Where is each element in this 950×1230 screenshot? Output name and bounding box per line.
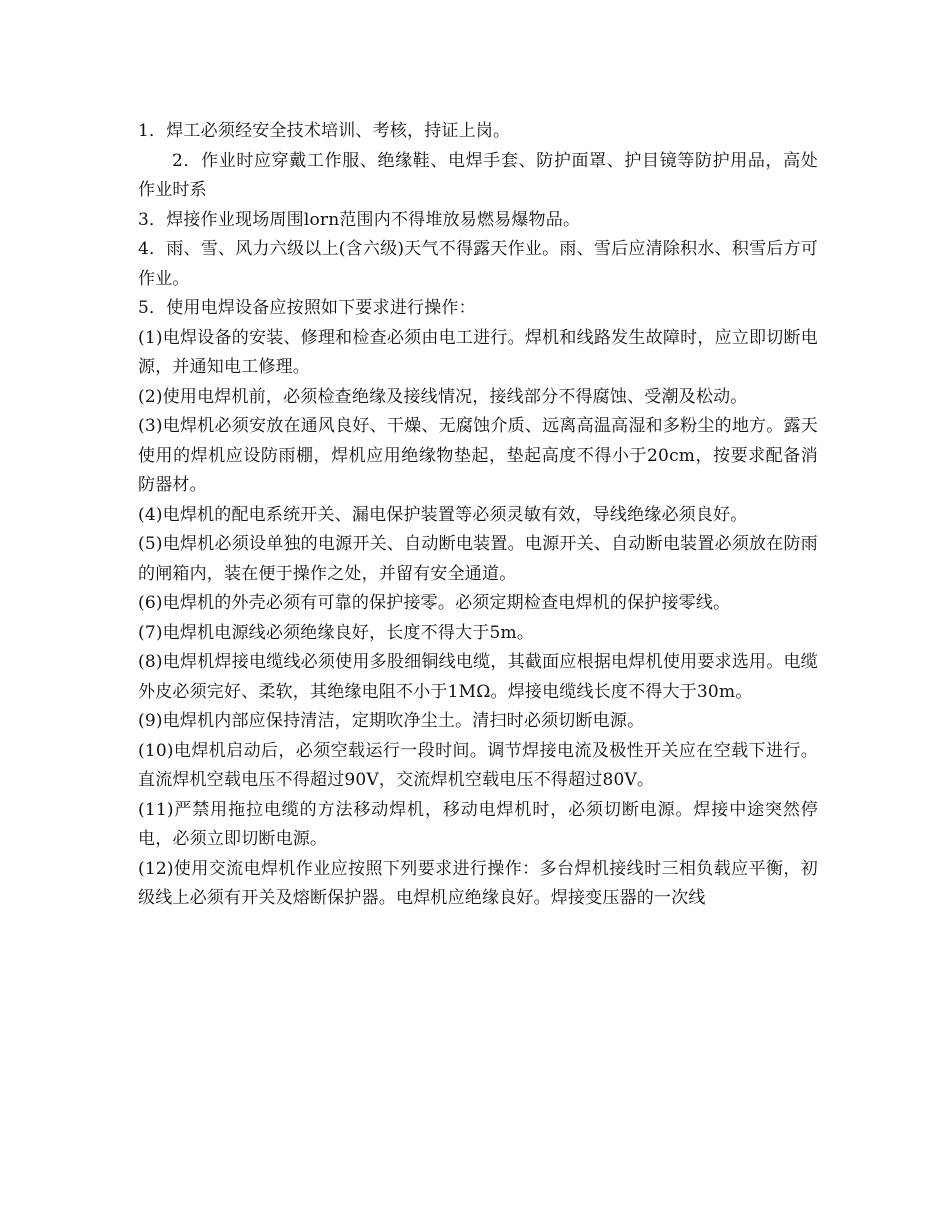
paragraph-3: 3．焊接作业现场周围lorn范围内不得堆放易燃易爆物品。: [138, 209, 581, 230]
paragraph-1: 1．焊工必须经安全技术培训、考核，持证上岗。: [138, 121, 511, 141]
paragraph-11: (6)电焊机的外壳必须有可靠的保护接零。必须定期检查电焊机的保护接零线。: [138, 593, 731, 613]
paragraph-17: (12)使用交流电焊机作业应按照下列要求进行操作：多台焊机接线时三相负载应平衡，初级线上必须有开关及熔断保护器。电焊机应绝缘良好。焊接变压器的一次线: [138, 858, 818, 908]
paragraph-13: (8)电焊机焊接电缆线必须使用多股细铜线电缆，其截面应根据电焊机使用要求选用。电缆外皮必须完好、柔软，其绝缘电阻不小于1MΩ。焊接电缆线长度不得大于30m。: [138, 652, 818, 702]
document-body: [138, 117, 818, 914]
paragraph-6: (1)电焊设备的安装、修理和检查必须由电工进行。焊机和线路发生故障时，应立即切断电源，并通知电工修理。: [138, 327, 818, 377]
paragraph-12: (7)电焊机电源线必须绝缘良好，长度不得大于5m。: [138, 622, 535, 643]
paragraph-9: (4)电焊机的配电系统开关、漏电保护装置等必须灵敏有效，导线绝缘必须良好。: [138, 504, 748, 525]
paragraph-8: (3)电焊机必须安放在通风良好、干燥、无腐蚀介质、远离高温高湿和多粉尘的地方。露天使用的焊机应设防雨棚，焊机应用绝缘物垫起，垫起高度不得小于20cm，按要求配备消防器材。: [138, 416, 818, 495]
paragraph-16: (11)严禁用拖拉电缆的方法移动焊机，移动电焊机时，必须切断电源。焊接中途突然停电，必须立即切断电源。: [138, 799, 818, 849]
paragraph-7: (2)使用电焊机前，必须检查绝缘及接线情况，接线部分不得腐蚀、受潮及松动。: [138, 386, 748, 407]
paragraph-2: 2．作业时应穿戴工作服、绝缘鞋、电焊手套、防护面罩、护目镜等防护用品，高处作业时系: [138, 150, 818, 200]
paragraph-14: (9)电焊机内部应保持清洁，定期吹净尘土。清扫时必须切断电源。: [138, 711, 645, 731]
paragraph-15: (10)电焊机启动后，必须空载运行一段时间。调节焊接电流及极性开关应在空载下进行。直流焊机空载电压不得超过90V，交流焊机空载电压不得超过80V。: [138, 740, 818, 790]
paragraph-10: (5)电焊机必须设单独的电源开关、自动断电装置。电源开关、自动断电装置必须放在防雨的闸箱内，装在便于操作之处，并留有安全通道。: [138, 534, 818, 584]
paragraph-5: 5．使用电焊设备应按照如下要求进行操作：: [138, 298, 476, 318]
paragraph-4: 4．雨、雪、风力六级以上(含六级)天气不得露天作业。雨、雪后应清除积水、积雪后方可作业。: [138, 239, 818, 289]
